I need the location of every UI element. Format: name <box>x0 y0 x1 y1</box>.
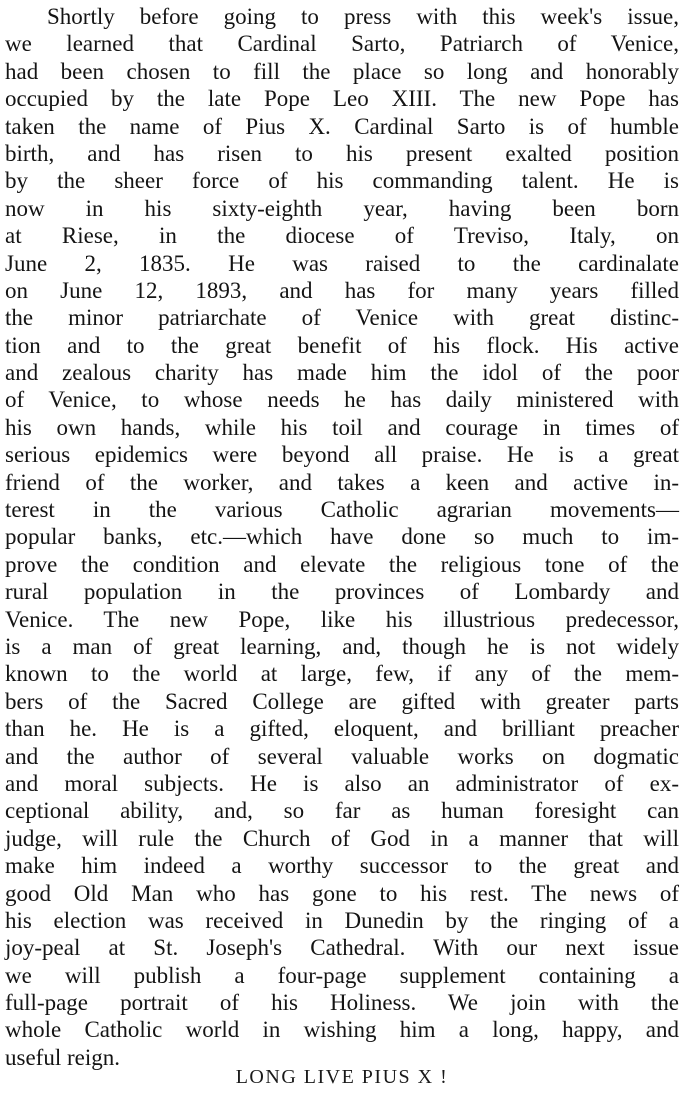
text-line: joy-peal at St. Joseph's Cathedral. With our next issue <box>5 935 679 961</box>
text-line: good Old Man who has gone to his rest. The news of <box>5 880 679 906</box>
text-line: June 2, 1835. He was raised to the cardinalate <box>5 250 679 276</box>
text-line: than he. He is a gifted, eloquent, and brilliant preacher <box>5 716 679 742</box>
text-line: and moral subjects. He is also an administrator of ex- <box>5 770 679 796</box>
text-line: ceptional ability, and, so far as human foresight can <box>5 798 679 824</box>
text-line: the minor patriarchate of Venice with great distinc- <box>5 305 679 331</box>
text-line: at Riese, in the diocese of Treviso, Italy, on <box>5 223 679 249</box>
text-line: taken the name of Pius X. Cardinal Sarto is of humble <box>5 113 679 139</box>
text-line: his own hands, while his toil and courage in times of <box>5 414 679 440</box>
text-line: popular banks, etc.—which have done so much to im- <box>5 524 679 550</box>
text-line: make him indeed a worthy successor to the great and <box>5 853 679 879</box>
article-body <box>5 3 679 1071</box>
text-line: terest in the various Catholic agrarian movements— <box>5 497 679 523</box>
text-line: birth, and has risen to his present exalted position <box>5 140 679 166</box>
text-line: we will publish a four-page supplement containing a <box>5 962 679 988</box>
text-line: and zealous charity has made him the idol of the poor <box>5 360 679 386</box>
text-line: full-page portrait of his Holiness. We join with the <box>5 990 679 1016</box>
text-line: rural population in the provinces of Lombardy and <box>5 579 679 605</box>
text-line: useful reign. <box>5 1044 120 1070</box>
text-line: now in his sixty-eighth year, having been born <box>5 195 679 221</box>
text-line: known to the world at large, few, if any of the mem- <box>5 661 679 687</box>
text-line: of Venice, to whose needs he has daily ministered with <box>5 387 679 413</box>
text-line: tion and to the great benefit of his flock. His active <box>5 332 679 358</box>
text-line: serious epidemics were beyond all praise. He is a great <box>5 442 679 468</box>
text-line: by the sheer force of his commanding talent. He is <box>5 168 679 194</box>
text-line: had been chosen to fill the place so long and honorably <box>5 58 679 84</box>
text-line: Shortly before going to press with this week's issue, <box>47 4 679 29</box>
text-line: we learned that Cardinal Sarto, Patriarch of Venice, <box>5 31 679 57</box>
text-line: whole Catholic world in wishing him a long, happy, and <box>5 1017 679 1043</box>
text-line: occupied by the late Pope Leo XIII. The new Pope has <box>5 86 679 112</box>
text-line: Venice. The new Pope, like his illustrious predecessor, <box>5 606 679 632</box>
text-line: friend of the worker, and takes a keen and active in- <box>5 469 679 495</box>
text-line: his election was received in Dunedin by the ringing of a <box>5 907 679 933</box>
text-line: is a man of great learning, and, though he is not widely <box>5 633 679 659</box>
text-line: prove the condition and elevate the religious tone of the <box>5 551 679 577</box>
text-line: and the author of several valuable works on dogmatic <box>5 743 679 769</box>
closing-line: LONG LIVE PIUS X ! <box>235 1066 449 1088</box>
text-line: on June 12, 1893, and has for many years filled <box>5 277 679 303</box>
text-line: bers of the Sacred College are gifted with greater parts <box>5 688 679 714</box>
text-line: judge, will rule the Church of God in a manner that will <box>5 825 679 851</box>
